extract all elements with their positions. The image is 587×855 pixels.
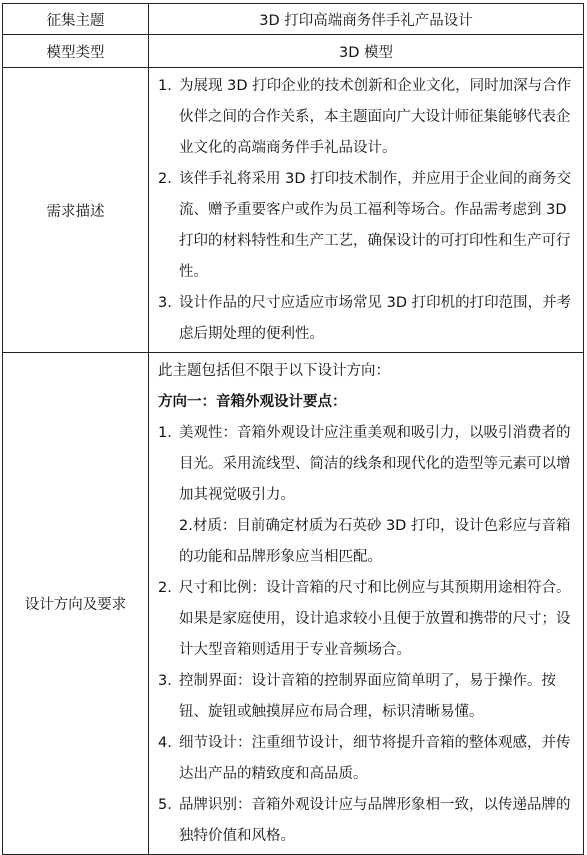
row-theme bbox=[3, 4, 584, 35]
list-item: 1. 为展现 3D 打印企业的技术创新和企业文化，同时加深与合作伙伴之间的合作关系，本主题面向广大设计师征集能够代表企业文化的高端商务伴手礼品设计。 bbox=[158, 78, 572, 156]
row-needs bbox=[3, 68, 584, 353]
list-item: 1. 美观性：音箱外观设计应注重美观和吸引力，以吸引消费者的目光。采用流线型、简洁的线条和现代化的造型等元素可以增加其视觉吸引力。 bbox=[158, 425, 571, 503]
needs-cell bbox=[149, 68, 584, 353]
row-model-type bbox=[3, 35, 584, 68]
list-item: 5. 品牌识别：音箱外观设计应与品牌形象相一致，以传递品牌的独特价值和风格。 bbox=[158, 797, 571, 844]
design-brief-table bbox=[2, 3, 584, 855]
theme-value: 3D 打印高端商务伴手礼产品设计 bbox=[149, 4, 584, 35]
direction-label: 设计方向及要求 bbox=[3, 353, 149, 855]
list-item: 2. 该伴手礼将采用 3D 打印技术制作，并应用于企业间的商务交流、赠予重要客户或作为员工福利等场合。作品需考虑到 3D 打印的材料特性和生产工艺，确保设计的可打印性和生产可行性。 bbox=[158, 171, 572, 280]
model-type-value: 3D 模型 bbox=[149, 35, 584, 68]
list-item: 2. 尺寸和比例：设计音箱的尺寸和比例应与其预期用途相符合。如果是家庭使用，设计追求较小且便于放置和携带的尺寸；设计大型音箱则适用于专业音频场合。 bbox=[158, 580, 571, 658]
needs-list bbox=[149, 71, 583, 350]
list-item: 4. 细节设计：注重细节设计，细节将提升音箱的整体观感，并传达出产品的精致度和高品质。 bbox=[158, 735, 571, 782]
direction-intro: 此主题包括但不限于以下设计方向： bbox=[158, 363, 390, 379]
theme-label: 征集主题 bbox=[3, 4, 149, 35]
direction-heading: 方向一：音箱外观设计要点： bbox=[158, 394, 347, 410]
model-type-label: 模型类型 bbox=[3, 35, 149, 68]
list-item: 3. 控制界面：设计音箱的控制界面应简单明了，易于操作。按钮、旋钮或触摸屏应布局合理，标识清晰易懂。 bbox=[158, 673, 556, 720]
direction-cell bbox=[149, 353, 584, 855]
needs-label: 需求描述 bbox=[3, 68, 149, 353]
row-direction bbox=[3, 353, 584, 855]
list-item: 3. 设计作品的尺寸应适应市场常见 3D 打印机的打印范围，并考虑后期处理的便利性。 bbox=[158, 295, 572, 342]
direction-list bbox=[149, 418, 583, 852]
list-item: 2.材质：目前确定材质为石英砂 3D 打印，设计色彩应与音箱的功能和品牌形象应当相匹配。 bbox=[179, 518, 571, 565]
